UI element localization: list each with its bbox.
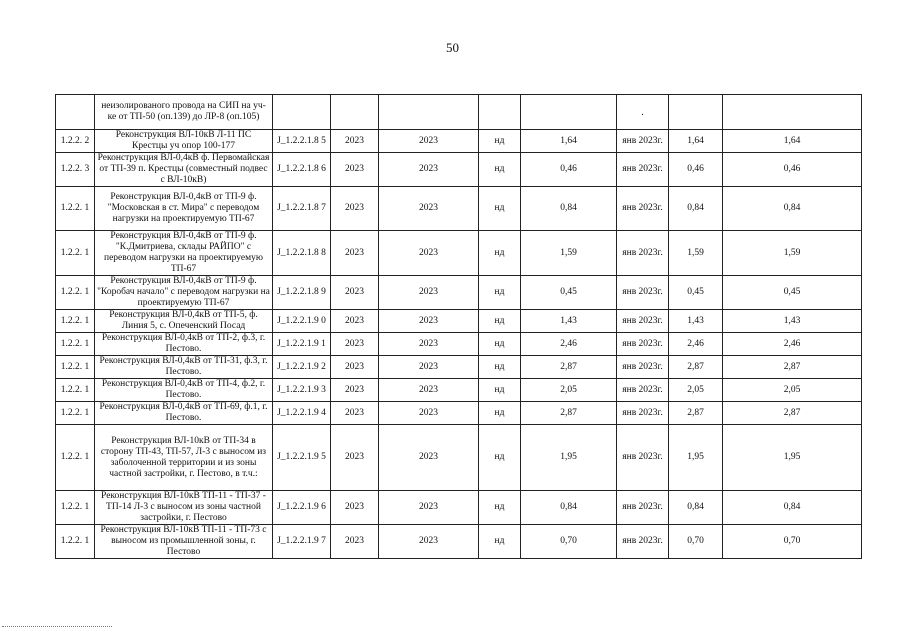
cell-date: янв 2023г. bbox=[617, 491, 669, 525]
table-row bbox=[56, 130, 862, 153]
cell-status: нд bbox=[479, 333, 521, 356]
cell-num: 1.2.2. 1 bbox=[56, 425, 95, 491]
cell-value-2: 0,46 bbox=[669, 153, 723, 187]
cell-name: Реконструкция ВЛ-10кВ ТП-11 - ТП-37 - ТП-14 Л-3 с выносом из зоны частной застройки, г. Пестово bbox=[95, 491, 273, 525]
cell-code: J_1.2.2.1.9 6 bbox=[273, 491, 331, 525]
cell-status: нд bbox=[479, 491, 521, 525]
cell-year-start: 2023 bbox=[331, 379, 379, 402]
cell-year-end: 2023 bbox=[379, 333, 479, 356]
table-row bbox=[56, 425, 862, 491]
cell-year-end: 2023 bbox=[379, 425, 479, 491]
cell-num: 1.2.2. 1 bbox=[56, 231, 95, 276]
cell-year-start: 2023 bbox=[331, 187, 379, 231]
cell-value bbox=[521, 95, 617, 130]
cell-date: янв 2023г. bbox=[617, 379, 669, 402]
cell-year-start: 2023 bbox=[331, 231, 379, 276]
cell-num: 1.2.2. 1 bbox=[56, 379, 95, 402]
cell-value: 1,95 bbox=[521, 425, 617, 491]
cell-year-start: 2023 bbox=[331, 491, 379, 525]
cell-status: нд bbox=[479, 276, 521, 310]
cell-year-start: 2023 bbox=[331, 276, 379, 310]
cell-value-3: 1,43 bbox=[723, 310, 862, 333]
cell-value-2: 2,46 bbox=[669, 333, 723, 356]
cell-status: нд bbox=[479, 310, 521, 333]
cell-date: янв 2023г. bbox=[617, 231, 669, 276]
cell-value: 1,64 bbox=[521, 130, 617, 153]
cell-value-3: 2,87 bbox=[723, 356, 862, 379]
cell-value-2: 0,45 bbox=[669, 276, 723, 310]
cell-code: J_1.2.2.1.9 7 bbox=[273, 525, 331, 559]
cell-status: нд bbox=[479, 402, 521, 425]
cell-value-2: 0,84 bbox=[669, 187, 723, 231]
cell-value-3: 0,70 bbox=[723, 525, 862, 559]
cell-num: 1.2.2. 1 bbox=[56, 402, 95, 425]
cell-value-2: 1,95 bbox=[669, 425, 723, 491]
cell-num: 1.2.2. 1 bbox=[56, 187, 95, 231]
footer-rule bbox=[2, 626, 112, 627]
table-row bbox=[56, 402, 862, 425]
table-row bbox=[56, 153, 862, 187]
cell-date: янв 2023г. bbox=[617, 187, 669, 231]
cell-date: янв 2023г. bbox=[617, 525, 669, 559]
investment-table bbox=[55, 94, 862, 559]
cell-year-start: 2023 bbox=[331, 425, 379, 491]
cell-date: янв 2023г. bbox=[617, 276, 669, 310]
cell-year-end: 2023 bbox=[379, 310, 479, 333]
cell-year-start: 2023 bbox=[331, 402, 379, 425]
cell-value-2: 1,59 bbox=[669, 231, 723, 276]
cell-value: 2,05 bbox=[521, 379, 617, 402]
cell-value-2: 0,70 bbox=[669, 525, 723, 559]
cell-value-2: 1,64 bbox=[669, 130, 723, 153]
cell-name: Реконструкция ВЛ-0,4кВ от ТП-2, ф.3, г. Пестово. bbox=[95, 333, 273, 356]
cell-year-end bbox=[379, 95, 479, 130]
table-row-continuation bbox=[56, 95, 862, 130]
cell-status: нд bbox=[479, 525, 521, 559]
cell-name: Реконструкция ВЛ-0,4кВ от ТП-9 ф. "Московская в ст. Мира" с переводом нагрузки на проектируемую ТП-67 bbox=[95, 187, 273, 231]
cell-value-3: 1,64 bbox=[723, 130, 862, 153]
table-row bbox=[56, 333, 862, 356]
cell-date: янв 2023г. bbox=[617, 356, 669, 379]
cell-value: 1,43 bbox=[521, 310, 617, 333]
cell-status bbox=[479, 95, 521, 130]
cell-code: J_1.2.2.1.9 1 bbox=[273, 333, 331, 356]
cell-code: J_1.2.2.1.9 2 bbox=[273, 356, 331, 379]
cell-value: 0,46 bbox=[521, 153, 617, 187]
cell-value-2: 0,84 bbox=[669, 491, 723, 525]
cell-value-2: 1,43 bbox=[669, 310, 723, 333]
cell-value-3: 0,45 bbox=[723, 276, 862, 310]
cell-date: янв 2023г. bbox=[617, 310, 669, 333]
cell-value: 2,46 bbox=[521, 333, 617, 356]
cell-year-start: 2023 bbox=[331, 153, 379, 187]
cell-name: Реконструкция ВЛ-10кВ ТП-11 - ТП-73 с выносом из промышленной зоны, г. Пестово bbox=[95, 525, 273, 559]
cell-year-end: 2023 bbox=[379, 187, 479, 231]
cell-status: нд bbox=[479, 356, 521, 379]
cell-year-end: 2023 bbox=[379, 402, 479, 425]
cell-date: янв 2023г. bbox=[617, 333, 669, 356]
cell-value-3: 2,87 bbox=[723, 402, 862, 425]
cell-code: J_1.2.2.1.8 8 bbox=[273, 231, 331, 276]
cell-year-end: 2023 bbox=[379, 356, 479, 379]
cell-year-end: 2023 bbox=[379, 379, 479, 402]
cell-name: Реконструкция ВЛ-0,4кВ от ТП-9 ф. "К.Дмитриева, склады РАЙПО" с переводом нагрузки на проектируемую ТП-67 bbox=[95, 231, 273, 276]
cell-value-3: 1,95 bbox=[723, 425, 862, 491]
cell-name: Реконструкция ВЛ-0,4кВ от ТП-4, ф.2, г. Пестово. bbox=[95, 379, 273, 402]
cell-status: нд bbox=[479, 130, 521, 153]
cell-code bbox=[273, 95, 331, 130]
cell-num: 1.2.2. 1 bbox=[56, 276, 95, 310]
cell-value: 0,70 bbox=[521, 525, 617, 559]
table-row bbox=[56, 276, 862, 310]
cell-num: 1.2.2. 1 bbox=[56, 356, 95, 379]
table-row bbox=[56, 231, 862, 276]
cell-year-start: 2023 bbox=[331, 525, 379, 559]
cell-value-2: 2,87 bbox=[669, 356, 723, 379]
cell-year-end: 2023 bbox=[379, 491, 479, 525]
cell-num bbox=[56, 95, 95, 130]
cell-date: янв 2023г. bbox=[617, 153, 669, 187]
cell-value: 0,45 bbox=[521, 276, 617, 310]
cell-value: 2,87 bbox=[521, 402, 617, 425]
cell-value: 0,84 bbox=[521, 491, 617, 525]
cell-year-start: 2023 bbox=[331, 130, 379, 153]
cell-date: янв 2023г. bbox=[617, 130, 669, 153]
cell-code: J_1.2.2.1.9 4 bbox=[273, 402, 331, 425]
cell-date: янв 2023г. bbox=[617, 425, 669, 491]
table-row bbox=[56, 525, 862, 559]
cell-value: 2,87 bbox=[521, 356, 617, 379]
cell-value-3: 2,46 bbox=[723, 333, 862, 356]
cell-status: нд bbox=[479, 425, 521, 491]
cell-status: нд bbox=[479, 231, 521, 276]
cell-year-start bbox=[331, 95, 379, 130]
table-row bbox=[56, 356, 862, 379]
cell-value-3 bbox=[723, 95, 862, 130]
table-row bbox=[56, 310, 862, 333]
cell-value-3: 0,84 bbox=[723, 187, 862, 231]
cell-code: J_1.2.2.1.8 5 bbox=[273, 130, 331, 153]
cell-value-3: 0,46 bbox=[723, 153, 862, 187]
table-row bbox=[56, 379, 862, 402]
cell-year-start: 2023 bbox=[331, 310, 379, 333]
cell-code: J_1.2.2.1.8 7 bbox=[273, 187, 331, 231]
page-number: 50 bbox=[446, 40, 459, 55]
cell-year-end: 2023 bbox=[379, 130, 479, 153]
cell-num: 1.2.2. 1 bbox=[56, 310, 95, 333]
cell-code: J_1.2.2.1.9 0 bbox=[273, 310, 331, 333]
cell-code: J_1.2.2.1.8 6 bbox=[273, 153, 331, 187]
cell-value: 0,84 bbox=[521, 187, 617, 231]
cell-code: J_1.2.2.1.9 5 bbox=[273, 425, 331, 491]
cell-value-3: 1,59 bbox=[723, 231, 862, 276]
cell-value-3: 2,05 bbox=[723, 379, 862, 402]
cell-num: 1.2.2. 2 bbox=[56, 130, 95, 153]
cell-value-2: 2,05 bbox=[669, 379, 723, 402]
cell-code: J_1.2.2.1.8 9 bbox=[273, 276, 331, 310]
cell-year-end: 2023 bbox=[379, 153, 479, 187]
cell-year-start: 2023 bbox=[331, 333, 379, 356]
cell-year-start: 2023 bbox=[331, 356, 379, 379]
table-row bbox=[56, 187, 862, 231]
cell-status: нд bbox=[479, 153, 521, 187]
cell-year-end: 2023 bbox=[379, 231, 479, 276]
cell-code: J_1.2.2.1.9 3 bbox=[273, 379, 331, 402]
cell-name: неизолированого провода на СИП на уч-ке от ТП-50 (оп.139) до ЛР-8 (оп.105) bbox=[95, 95, 273, 130]
cell-value-2 bbox=[669, 95, 723, 130]
table-row bbox=[56, 491, 862, 525]
cell-num: 1.2.2. 1 bbox=[56, 333, 95, 356]
cell-status: нд bbox=[479, 379, 521, 402]
cell-num: 1.2.2. 1 bbox=[56, 525, 95, 559]
cell-date: янв 2023г. bbox=[617, 402, 669, 425]
cell-name: Реконструкция ВЛ-0,4кВ от ТП-31, ф.3, г. Пестово. bbox=[95, 356, 273, 379]
cell-date: . bbox=[617, 95, 669, 130]
cell-name: Реконструкция ВЛ-10кВ Л-11 ПС Крестцы уч опор 100-177 bbox=[95, 130, 273, 153]
cell-value-2: 2,87 bbox=[669, 402, 723, 425]
cell-value: 1,59 bbox=[521, 231, 617, 276]
cell-num: 1.2.2. 3 bbox=[56, 153, 95, 187]
cell-name: Реконструкция ВЛ-0,4кВ от ТП-69, ф.1, г. Пестово. bbox=[95, 402, 273, 425]
cell-year-end: 2023 bbox=[379, 276, 479, 310]
cell-name: Реконструкция ВЛ-0,4кВ ф. Первомайская от ТП-39 п. Крестцы (совместный подвес с ВЛ-10кВ) bbox=[95, 153, 273, 187]
cell-name: Реконструкция ВЛ-0,4кВ от ТП-9 ф. "Коробач начало" с переводом нагрузки на проектируемую ТП-67 bbox=[95, 276, 273, 310]
cell-name: Реконструкция ВЛ-10кВ от ТП-34 в сторону ТП-43, ТП-57, Л-3 с выносом из заболоченной территории и из зоны частной застройки, г. Пестово, в т.ч.: bbox=[95, 425, 273, 491]
cell-year-end: 2023 bbox=[379, 525, 479, 559]
cell-num: 1.2.2. 1 bbox=[56, 491, 95, 525]
cell-name: Реконструкция ВЛ-0,4кВ от ТП-5, ф. Линия 5, с. Опеченский Посад bbox=[95, 310, 273, 333]
cell-value-3: 0,84 bbox=[723, 491, 862, 525]
cell-status: нд bbox=[479, 187, 521, 231]
